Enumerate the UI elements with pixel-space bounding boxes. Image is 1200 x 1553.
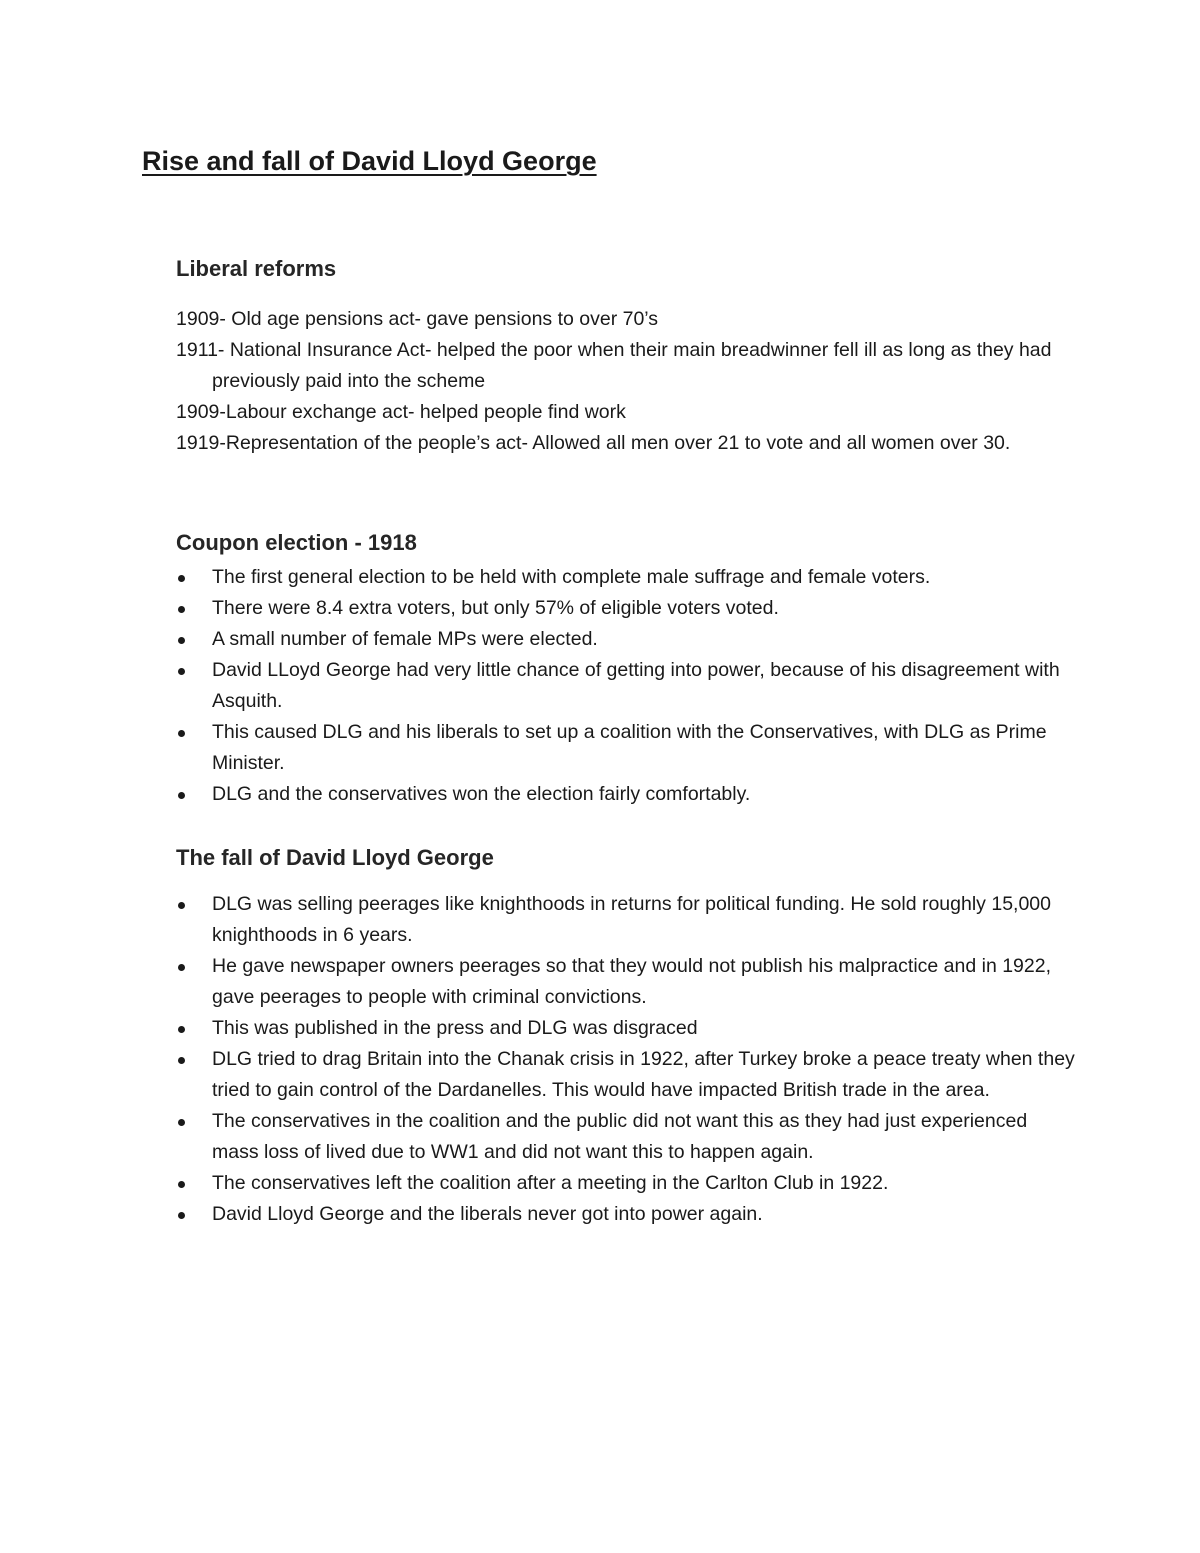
list-item	[176, 1106, 1076, 1168]
list-item-text: David Lloyd George and the liberals never got into power again.	[212, 1203, 763, 1225]
list-item-text: The conservatives left the coalition after a meeting in the Carlton Club in 1922.	[212, 1172, 889, 1194]
list-item-text: David LLoyd George had very little chance of getting into power, because of his disagreement with Asquith.	[212, 659, 1060, 712]
bullet-icon	[178, 1057, 185, 1064]
list-item: 1919-Representation of the people’s act- Allowed all men over 21 to vote and all women over 30.	[176, 432, 1011, 454]
list-item	[176, 951, 1076, 1013]
bullet-icon	[178, 792, 185, 799]
list-item-text: DLG and the conservatives won the election fairly comfortably.	[212, 783, 751, 805]
bullet-icon	[178, 1181, 185, 1188]
list-item	[176, 562, 1076, 593]
list-item-text: This was published in the press and DLG was disgraced	[212, 1017, 698, 1039]
coupon-election-list	[176, 562, 1076, 810]
list-item	[176, 889, 1076, 951]
bullet-icon	[178, 1026, 185, 1033]
bullet-icon	[178, 606, 185, 613]
list-item: 1909- Old age pensions act- gave pensions to over 70’s	[176, 308, 659, 330]
list-item-text: He gave newspaper owners peerages so that they would not publish his malpractice and in 1922, gave peerages to people with criminal convictions.	[212, 955, 1052, 1008]
list-item	[176, 624, 1076, 655]
fall-of-dlg-list	[176, 889, 1076, 1230]
bullet-icon	[178, 964, 185, 971]
list-item	[176, 1199, 1076, 1230]
list-item-text: The first general election to be held with complete male suffrage and female voters.	[212, 566, 931, 588]
list-item-text: A small number of female MPs were elected.	[212, 628, 598, 650]
list-item-text: DLG was selling peerages like knighthoods in returns for political funding. He sold roughly 15,000 knighthoods in 6 years.	[212, 893, 1051, 946]
bullet-icon	[178, 730, 185, 737]
bullet-icon	[178, 1119, 185, 1126]
bullet-icon	[178, 637, 185, 644]
heading-fall-of-dlg: The fall of David Lloyd George	[176, 845, 494, 870]
list-item-text: The conservatives in the coalition and the public did not want this as they had just experienced mass loss of lived due to WW1 and did not want this to happen again.	[212, 1110, 1028, 1163]
list-item	[176, 1013, 1076, 1044]
bullet-icon	[178, 902, 185, 909]
list-item	[176, 593, 1076, 624]
list-item: 1909-Labour exchange act- helped people find work	[176, 401, 626, 423]
bullet-icon	[178, 668, 185, 675]
list-item-text: There were 8.4 extra voters, but only 57% of eligible voters voted.	[212, 597, 779, 619]
bullet-icon	[178, 1212, 185, 1219]
list-item	[176, 1168, 1076, 1199]
list-item	[176, 655, 1076, 717]
bullet-icon	[178, 575, 185, 582]
heading-coupon-election: Coupon election - 1918	[176, 530, 417, 555]
list-item: 1911- National Insurance Act- helped the poor when their main breadwinner fell ill as long as they had previously paid into the scheme	[176, 339, 1052, 392]
liberal-reforms-list	[176, 304, 1076, 459]
list-item	[176, 779, 1076, 810]
heading-liberal-reforms: Liberal reforms	[176, 256, 337, 281]
document-title: Rise and fall of David Lloyd George	[142, 146, 597, 176]
list-item-text: This caused DLG and his liberals to set up a coalition with the Conservatives, with DLG as Prime Minister.	[212, 721, 1047, 774]
list-item	[176, 717, 1076, 779]
list-item	[176, 1044, 1076, 1106]
list-item-text: DLG tried to drag Britain into the Chanak crisis in 1922, after Turkey broke a peace treaty when they tried to gain control of the Dardanelles. This would have impacted British trade in the area.	[212, 1048, 1075, 1101]
